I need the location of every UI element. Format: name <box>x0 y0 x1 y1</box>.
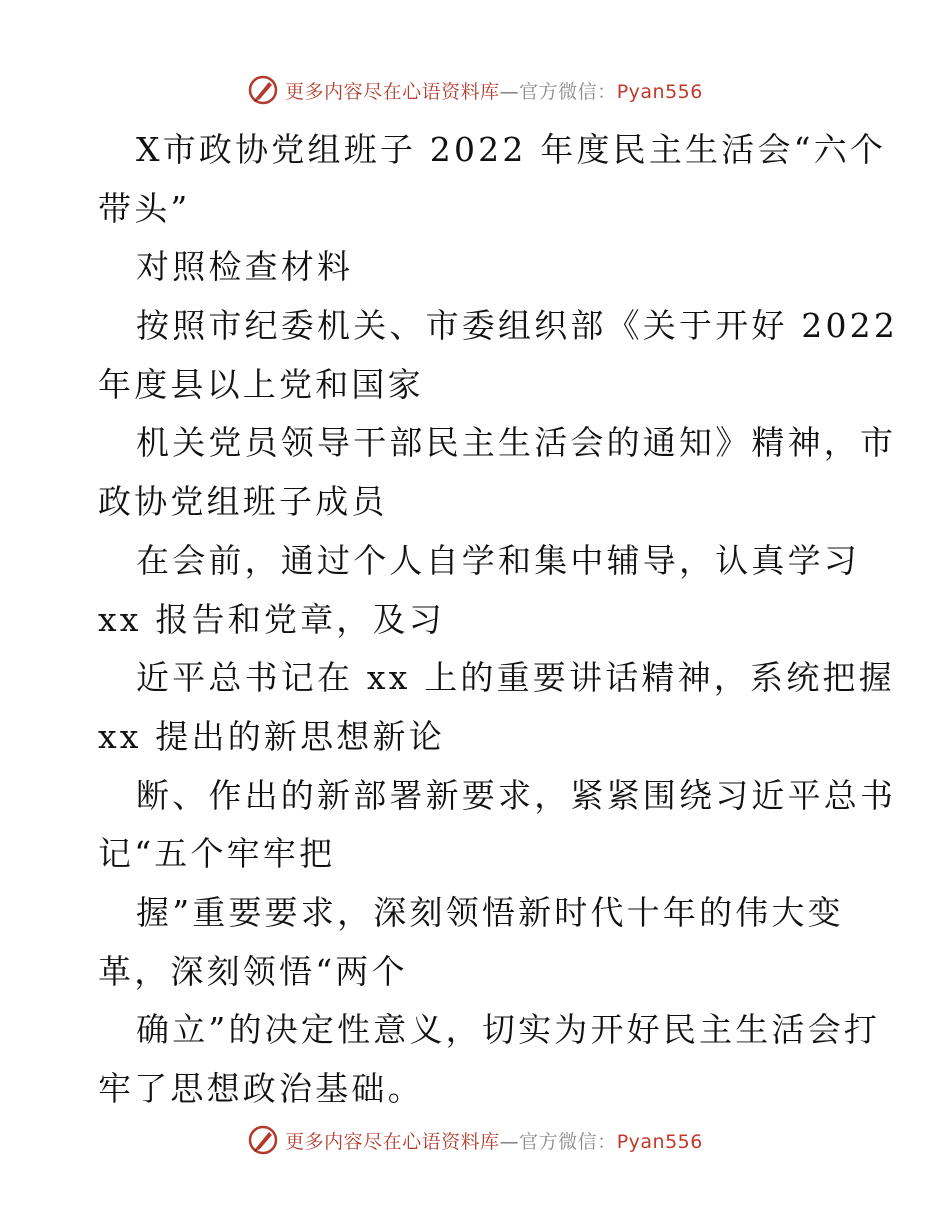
paragraph-line: 近平总书记在 xx 上的重要讲话精神，系统把握 <box>136 658 895 698</box>
document-title-line-1: X市政协党组班子 2022 年度民主生活会“六个 <box>136 130 887 169</box>
document-title-line-2: 带头” <box>98 188 191 228</box>
paragraph-line: xx 报告和党章，及习 <box>98 599 445 639</box>
paragraph-line: 政协党组班子成员 <box>98 482 388 522</box>
paragraph-line: 按照市纪委机关、市委组织部《关于开好 2022 <box>136 306 899 346</box>
paragraph-line: 断、作出的新部署新要求，紧紧围绕习近平总书 <box>136 775 897 815</box>
document-body <box>98 121 899 1119</box>
paragraph-line: 记“五个牢牢把 <box>98 834 336 874</box>
watermark-main-text: 更多内容尽在心语资料库 <box>285 1130 500 1153</box>
watermark-wechat-id: Pyan556 <box>616 80 703 103</box>
paragraph-line: 在会前，通过个人自学和集中辅导，认真学习 <box>136 540 860 580</box>
header-watermark <box>0 70 950 110</box>
quill-pen-logo-icon <box>247 74 279 106</box>
paragraph-line: 握”重要要求，深刻领悟新时代十年的伟大变 <box>136 892 844 932</box>
document-subtitle: 对照检查材料 <box>136 247 354 287</box>
watermark-dash: — <box>499 1130 520 1153</box>
paragraph-line: 牢了思想政治基础。 <box>98 1069 424 1108</box>
paragraph-line: 机关党员领导干部民主生活会的通知》精神，市 <box>136 423 897 463</box>
watermark-main-text: 更多内容尽在心语资料库 <box>285 80 500 103</box>
watermark-wechat-label: 官方微信： <box>519 80 617 103</box>
paragraph-line: 革，深刻领悟“两个 <box>98 951 408 991</box>
watermark-wechat-id: Pyan556 <box>616 1130 703 1153</box>
footer-watermark <box>0 1120 950 1160</box>
quill-pen-logo-icon <box>247 1124 279 1156</box>
paragraph-line: xx 提出的新思想新论 <box>98 716 445 756</box>
paragraph-line: 年度县以上党和国家 <box>98 364 424 404</box>
watermark-dash: — <box>499 80 520 103</box>
paragraph-line: 确立”的决定性意义，切实为开好民主生活会打 <box>136 1010 881 1050</box>
watermark-wechat-label: 官方微信： <box>519 1130 617 1153</box>
